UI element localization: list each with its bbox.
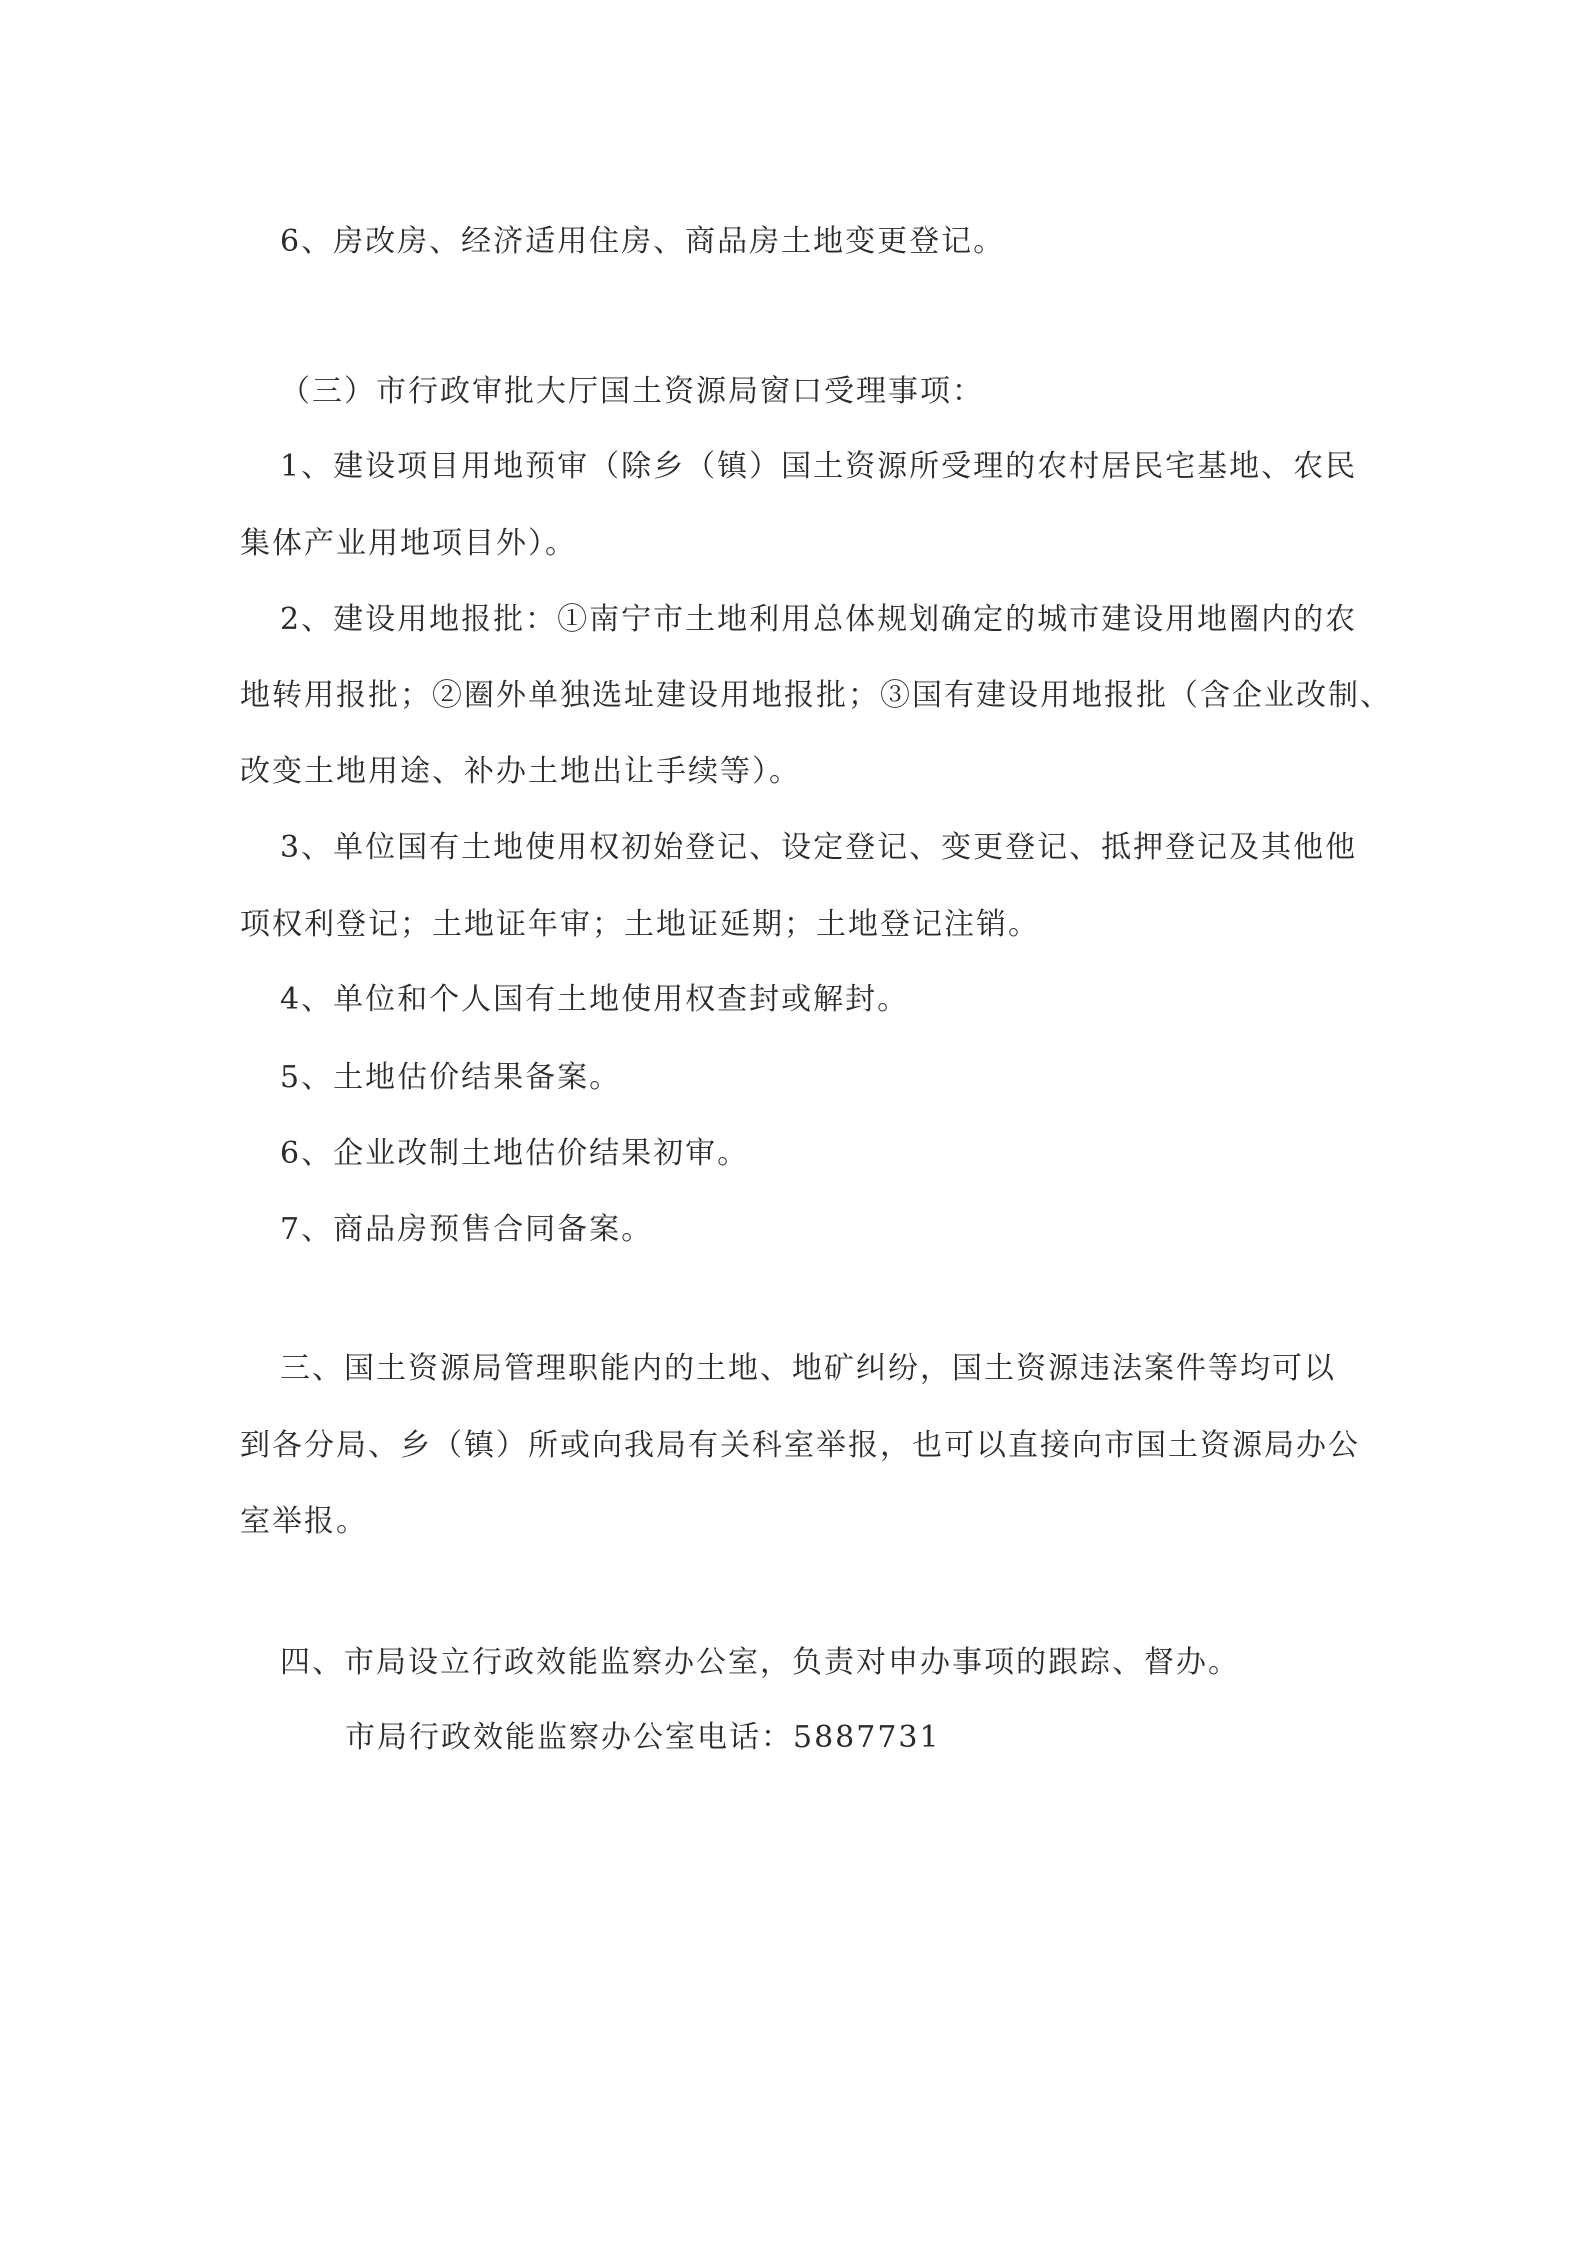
item-1-line-2: 集体产业用地项目外）。 [240,526,577,561]
paragraph-item-6-housing-change: 6、房改房、经济适用住房、商品房土地变更登记。 [280,224,1006,259]
section-heading-window-items: （三）市行政审批大厅国土资源局窗口受理事项： [280,374,984,409]
item-3-line-2: 项权利登记；土地证年审；土地证延期；土地登记注销。 [240,907,1040,942]
item-4: 4、单位和个人国有土地使用权查封或解封。 [280,982,910,1017]
part-3-line-1: 三、国土资源局管理职能内的土地、地矿纠纷，国土资源违法案件等均可以 [280,1351,1336,1386]
item-2-line-2: 地转用报批；②圈外单独选址建设用地报批；③国有建设用地报批（含企业改制、 [240,678,1392,713]
part-3-line-3: 室举报。 [240,1504,368,1539]
phone-line [345,1718,1455,1758]
phone-number: 5887731 [793,1720,941,1755]
item-3-line-1: 3、单位国有土地使用权初始登记、设定登记、变更登记、抵押登记及其他他 [280,830,1358,865]
item-5: 5、土地估价结果备案。 [280,1060,622,1095]
phone-label: 市局行政效能监察办公室电话： [345,1720,793,1755]
part-3-line-2: 到各分局、乡（镇）所或向我局有关科室举报，也可以直接向市国土资源局办公 [240,1428,1360,1463]
item-2-line-3: 改变土地用途、补办土地出让手续等）。 [240,754,801,789]
item-7: 7、商品房预售合同备案。 [280,1212,654,1247]
item-6: 6、企业改制土地估价结果初审。 [280,1136,750,1171]
part-4-text: 四、市局设立行政效能监察办公室，负责对申办事项的跟踪、督办。 [280,1645,1240,1680]
item-2-line-1: 2、建设用地报批：①南宁市土地利用总体规划确定的城市建设用地圈内的农 [280,602,1358,637]
item-1-line-1: 1、建设项目用地预审（除乡（镇）国土资源所受理的农村居民宅基地、农民 [280,449,1358,484]
